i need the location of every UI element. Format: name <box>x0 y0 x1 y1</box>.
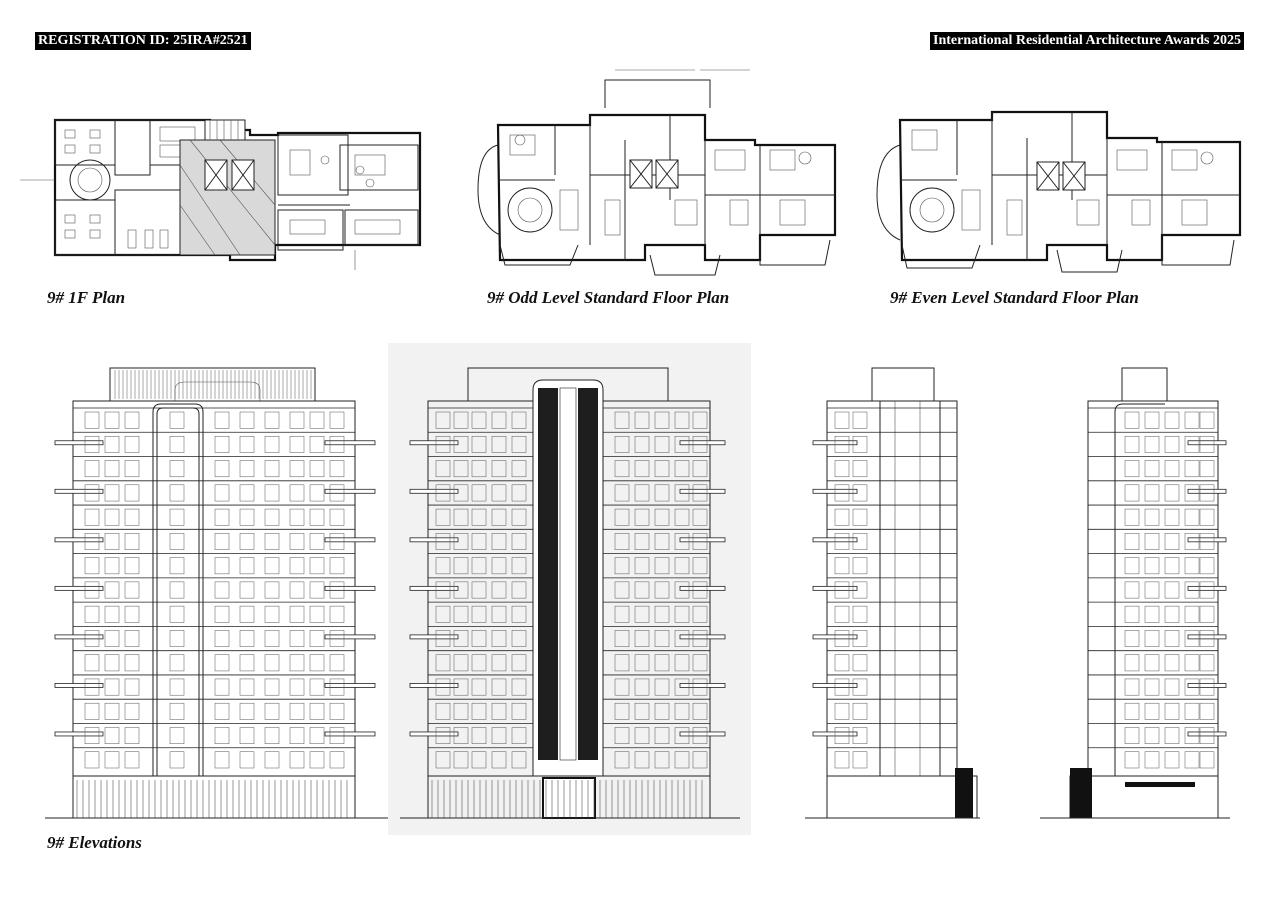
award-title-label: International Residential Architecture Awards 2025 <box>930 32 1244 50</box>
elevation-side-a-drawing <box>805 360 980 830</box>
elevation-glass-facade-drawing <box>400 360 740 820</box>
elevation-side-b-drawing <box>1040 360 1230 830</box>
elevation-front-drawing <box>45 360 390 820</box>
caption-elevations: 9# Elevations <box>47 833 142 852</box>
caption-odd-level-plan: 9# Odd Level Standard Floor Plan <box>487 288 730 307</box>
plan-odd-level-drawing <box>460 60 850 275</box>
plan-even-level-drawing <box>862 100 1252 275</box>
caption-even-level-plan: 9# Even Level Standard Floor Plan <box>890 288 1139 307</box>
plan-1f-drawing <box>20 105 430 275</box>
caption-1f-plan: 9# 1F Plan <box>47 288 126 307</box>
registration-id-label: REGISTRATION ID: 25IRA#2521 <box>35 32 251 50</box>
